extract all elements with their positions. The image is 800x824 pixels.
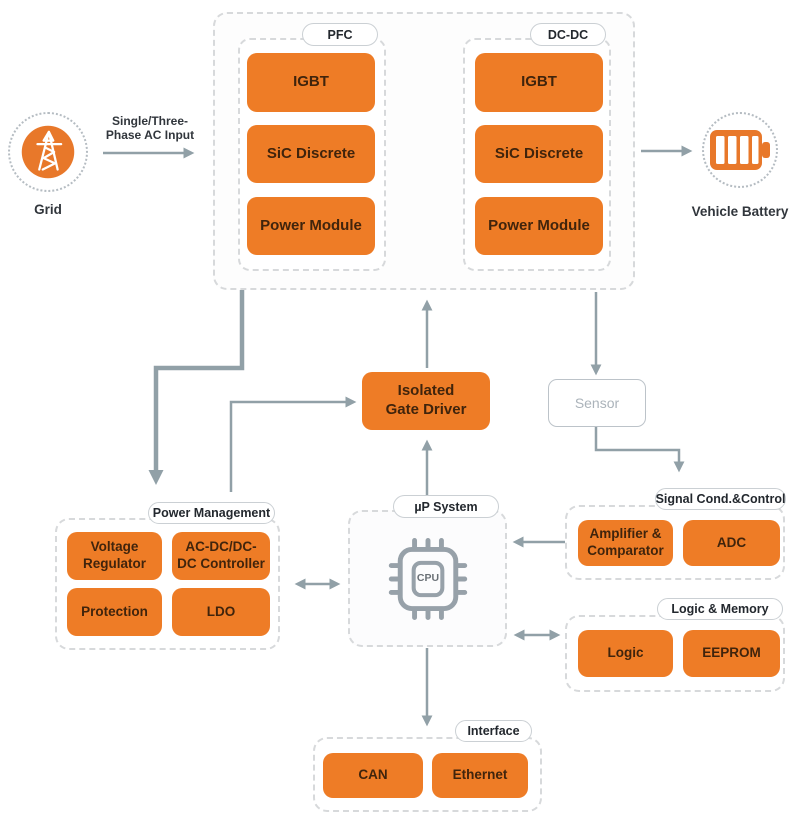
voltage-regulator-box: [67, 532, 162, 580]
grid-icon: [20, 124, 76, 180]
adc-label: ADC: [716, 534, 747, 550]
isolated-gate-driver-box: [362, 372, 490, 430]
ac-input-label: [92, 114, 208, 142]
logic-box: [578, 630, 673, 677]
pfc-igbt-box: [247, 53, 375, 112]
battery-caption: [680, 204, 800, 219]
dcdc-label-text: DC-DC: [547, 27, 589, 42]
signal-cond-label-text: Signal Cond.&Control: [655, 492, 786, 506]
transmission-tower-icon: [20, 124, 76, 180]
acdc-dcdc-controller-box: [172, 532, 270, 580]
can-label: CAN: [358, 767, 388, 783]
power-management-label-text: Power Management: [152, 506, 271, 520]
ac-input-line2: Phase AC Input: [105, 128, 195, 143]
battery-glyph: [708, 127, 772, 173]
sensor-box: [548, 379, 646, 427]
dcdc-sic-discrete-box: [475, 125, 603, 183]
pfc-sic-discrete-box: [247, 125, 375, 183]
eeprom-label: EEPROM: [702, 645, 761, 661]
dcdc-group-label: [530, 23, 606, 46]
battery-icon: [708, 127, 772, 173]
amplifier-comparator-box: [578, 520, 673, 566]
interface-label-text: Interface: [467, 724, 520, 738]
arrow-sensor-to-signal-cond: [596, 427, 679, 468]
eeprom-box: [683, 630, 780, 677]
up-system-group-label: [393, 495, 499, 518]
protection-box: [67, 588, 162, 636]
arrow-charger-to-power-management: [156, 290, 242, 479]
logic-memory-label-text: Logic & Memory: [671, 602, 769, 616]
protection-label: Protection: [81, 603, 148, 619]
ethernet-box: [432, 753, 528, 798]
cpu-label-text: CPU: [416, 572, 440, 584]
voltage-regulator-label: Voltage Regulator: [82, 539, 146, 571]
pfc-igbt-label: IGBT: [293, 73, 329, 91]
signal-cond-group-label: [655, 488, 786, 510]
gate-driver-line1: Isolated: [397, 382, 455, 400]
pfc-group-label: [302, 23, 378, 46]
up-system-label-text: µP System: [414, 499, 478, 514]
ethernet-label: Ethernet: [452, 767, 508, 783]
grid-caption: [18, 202, 78, 217]
logic-label: Logic: [607, 645, 644, 661]
pfc-sic-label: SiC Discrete: [266, 144, 356, 162]
acdc-dcdc-controller-label: AC-DC/DC-DC Controller: [177, 539, 265, 571]
pfc-power-module-label: Power Module: [260, 216, 362, 234]
ac-input-line1: Single/Three-: [111, 114, 188, 128]
cpu-label: [403, 572, 453, 584]
ldo-label: LDO: [206, 603, 236, 619]
logic-memory-group-label: [657, 598, 783, 620]
dcdc-igbt-label: IGBT: [521, 73, 557, 91]
interface-group-label: [455, 720, 532, 742]
amplifier-comparator-label: Amplifier & Comparator: [587, 526, 664, 558]
dcdc-power-module-box: [475, 197, 603, 255]
grid-caption-text: Grid: [34, 202, 62, 217]
dcdc-igbt-box: [475, 53, 603, 112]
pfc-label-text: PFC: [327, 27, 353, 42]
arrow-power-management-to-gate-driver: [231, 402, 352, 492]
adc-box: [683, 520, 780, 566]
dcdc-sic-label: SiC Discrete: [494, 144, 584, 162]
battery-caption-text: Vehicle Battery: [691, 204, 789, 219]
pfc-power-module-box: [247, 197, 375, 255]
dcdc-power-module-label: Power Module: [488, 216, 590, 234]
ldo-box: [172, 588, 270, 636]
sensor-label: Sensor: [574, 395, 620, 411]
can-box: [323, 753, 423, 798]
power-management-group-label: [148, 502, 275, 524]
gate-driver-line2: Gate Driver: [385, 401, 467, 418]
